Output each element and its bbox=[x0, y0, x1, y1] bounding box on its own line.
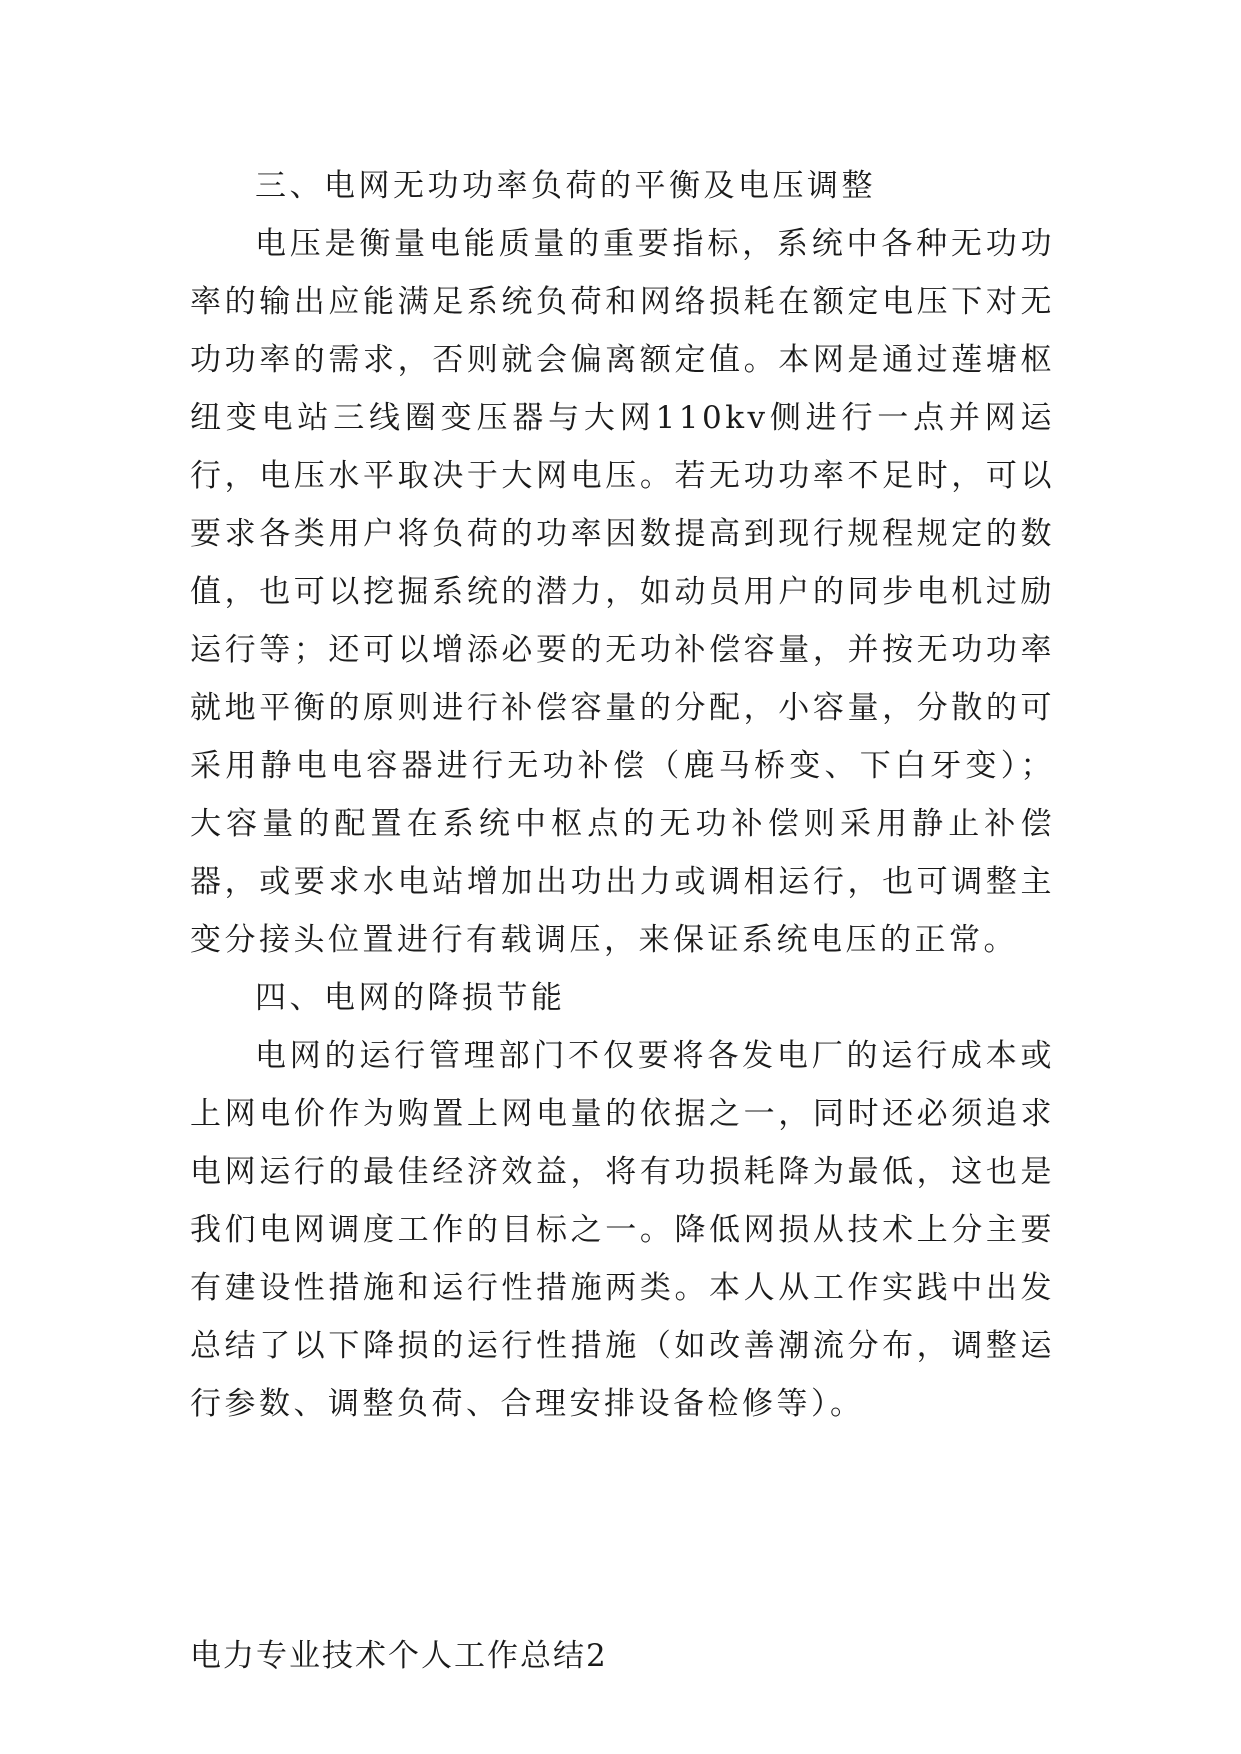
next-section-title: 电力专业技术个人工作总结2 bbox=[190, 1638, 608, 1674]
section-heading-4: 四、电网的降损节能 bbox=[255, 980, 566, 1016]
section-heading-3: 三、电网无功功率负荷的平衡及电压调整 bbox=[255, 168, 876, 204]
paragraph-voltage-regulation: 电压是衡量电能质量的重要指标，系统中各种无功功率的输出应能满足系统负荷和网络损耗在额定电压下对无功功率的需求，否则就会偏离额定值。本网是通过莲塘枢纽变电站三线圈变压器与大网110kv侧进行一点并网运行，电压水平取决于大网电压。若无功功率不足时，可以要求各类用户将负荷的功率因数提高到现行规程规定的数值，也可以挖掘系统的潜力，如动员用户的同步电机过励运行等；还可以增添必要的无功补偿容量，并按无功功率就地平衡的原则进行补偿容量的分配，小容量，分散的可采用静电电容器进行无功补偿（鹿马桥变、下白牙变）；大容量的配置在系统中枢点的无功补偿则采用静止补偿器，或要求水电站增加出功出力或调相运行，也可调整主变分接头位置进行有载调压，来保证系统电压的正常。 bbox=[190, 226, 1055, 958]
paragraph-loss-reduction: 电网的运行管理部门不仅要将各发电厂的运行成本或上网电价作为购置上网电量的依据之一，同时还必须追求电网运行的最佳经济效益，将有功损耗降为最低，这也是我们电网调度工作的目标之一。降低网损从技术上分主要有建设性措施和运行性措施两类。本人从工作实践中出发总结了以下降损的运行性措施（如改善潮流分布，调整运行参数、调整负荷、合理安排设备检修等）。 bbox=[190, 1038, 1055, 1422]
